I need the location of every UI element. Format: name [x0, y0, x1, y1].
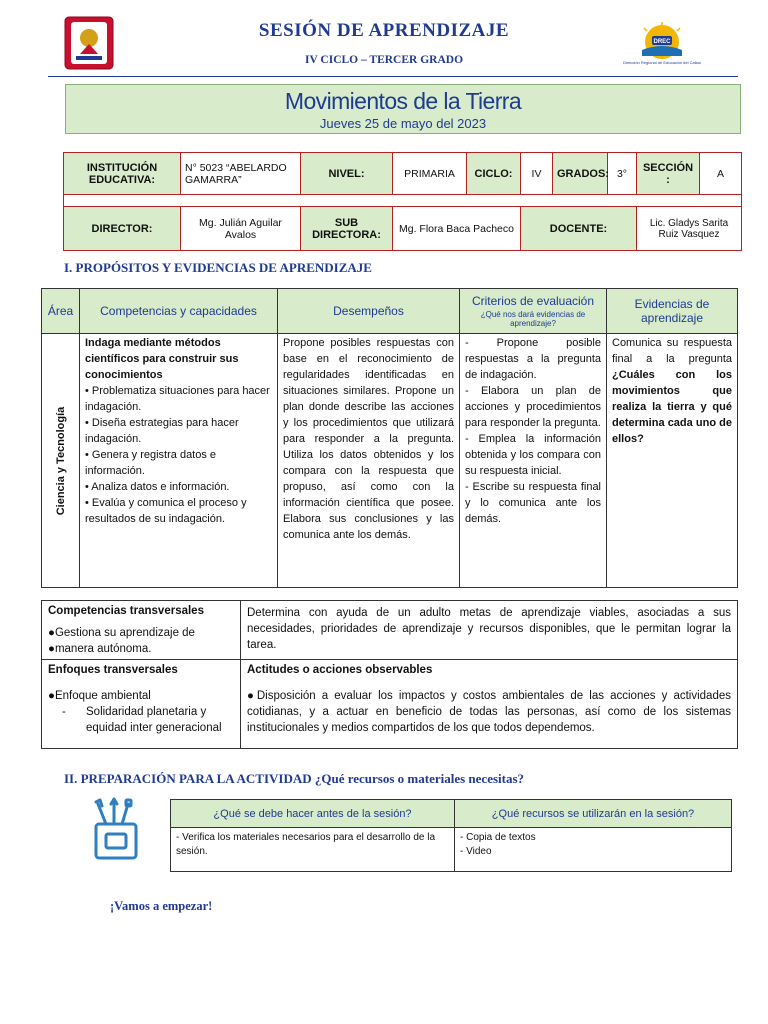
col-recursos: ¿Qué recursos se utilizarán en la sesión?: [455, 800, 732, 828]
seccion-value: A: [700, 153, 742, 195]
competencia-title: Indaga mediante métodos científicos para construir sus conocimientos: [85, 337, 239, 381]
evidencia-question: ¿Cuáles con los movimientos que realiza la tierra y qué determina cada uno de ellos?: [612, 369, 732, 445]
institution-info-table: [63, 152, 742, 251]
enfoques-label: Enfoques transversales: [48, 664, 178, 676]
enfoque-item-sub: [48, 704, 234, 736]
drec-caption: Dirección Regional de Educación del Callao: [623, 60, 701, 65]
capacidad-item: • Diseña estrategias para hacer indagación.: [85, 417, 239, 445]
comp-transversal-cell: [42, 601, 241, 660]
antes-text: - Verifica los materiales necesarios para el desarrollo de la sesión.: [171, 828, 455, 872]
recurso-item: - Copia de textos: [460, 832, 536, 843]
desempeno-cell: Propone posibles respuestas con base en el reconocimiento de regularidades identificadas en situaciones similares. Propone un plan donde describe las acciones y los procedimientos que utilizará para responder a la pregunta. Utiliza los datos obtenidos y los compara con la respuesta que propuso, así como con la información científica que posee. Elabora sus conclusiones y las comunica ante los demás.: [278, 334, 460, 588]
document-subtitle: IV CICLO – TERCER GRADO: [304, 54, 464, 66]
ciclo-value: IV: [521, 153, 553, 195]
subdirectora-value: Mg. Flora Baca Pacheco: [393, 207, 521, 251]
grados-value: 3°: [608, 153, 637, 195]
competencias-cell: [80, 334, 278, 588]
actitudes-cell: [241, 660, 738, 749]
closing-text: ¡Vamos a empezar!: [110, 899, 213, 913]
criterio-item: - Emplea la información obtenida y los compara con su respuesta inicial.: [465, 433, 601, 477]
drec-badge-text: DREC: [653, 39, 671, 45]
comp-transversal-label: Competencias transversales: [48, 605, 204, 617]
subdirectora-label: SUB DIRECTORA:: [301, 207, 393, 251]
section2-heading: II. PREPARACIÓN PARA LA ACTIVIDAD ¿Qué recursos o materiales necesitas?: [64, 771, 525, 786]
criterios-cell: [460, 334, 607, 588]
criterio-item: - Elabora un plan de acciones y procedimientos para responder la pregunta.: [465, 385, 601, 429]
director-value: Mg. Julián Aguilar Avalos: [181, 207, 301, 251]
grados-label: GRADOS:: [553, 153, 608, 195]
recursos-cell: [455, 828, 732, 872]
enfoque-item-text: Solidaridad planetaria y equidad inter generacional: [86, 706, 222, 734]
col-criterios-title: Criterios de evaluación: [471, 294, 595, 308]
institucion-label: INSTITUCIÓN EDUCATIVA:: [64, 153, 181, 195]
institucion-value: N° 5023 “ABELARDO GAMARRA”: [181, 153, 301, 195]
evidencias-cell: [607, 334, 738, 588]
session-date: Jueves 25 de mayo del 2023: [319, 116, 487, 131]
enfoque-dash: -: [62, 706, 66, 718]
comp-transversal-item: ●manera autónoma.: [48, 643, 152, 655]
evidencia-intro: Comunica su respuesta final a la pregunta: [612, 337, 732, 365]
criterio-item: - Escribe su respuesta final y lo comunica ante los demás.: [465, 481, 601, 525]
transversal-table: [41, 600, 738, 749]
purposes-table: [41, 288, 738, 588]
section1-heading: I. PROPÓSITOS Y EVIDENCIAS DE APRENDIZAJE: [64, 260, 372, 275]
session-title-box: [65, 84, 741, 134]
col-competencias: Competencias y capacidades: [80, 289, 278, 334]
director-label: DIRECTOR:: [64, 207, 181, 251]
nivel-value: PRIMARIA: [393, 153, 467, 195]
document-title: SESIÓN DE APRENDIZAJE: [258, 20, 510, 41]
col-antes: ¿Qué se debe hacer antes de la sesión?: [171, 800, 455, 828]
recurso-item: - Video: [460, 846, 492, 857]
comp-transversal-item: ●Gestiona su aprendizaje de: [48, 627, 195, 639]
capacidad-item: • Analiza datos e información.: [85, 481, 230, 493]
docente-label: DOCENTE:: [521, 207, 637, 251]
actitudes-text: ●Disposición a evaluar los impactos y costos ambientales de las acciones y actividades cotidianas, y a actuar en beneficio de todas las personas, así como de los sistemas institucionales y medios compartidos de los que todos dependemos.: [247, 690, 731, 734]
col-evidencias: Evidencias de aprendizaje: [607, 289, 738, 334]
enfoques-cell: [42, 660, 241, 749]
capacidad-item: • Problematiza situaciones para hacer indagación.: [85, 385, 270, 413]
col-criterios-subtitle: ¿Qué nos dará evidencias de aprendizaje?: [480, 310, 586, 328]
drec-logo: [623, 22, 701, 74]
preparation-table: [170, 799, 732, 872]
capacidad-item: • Genera y registra datos e información.: [85, 449, 217, 477]
info-spacer-row: [64, 195, 742, 207]
session-title: Movimientos de la Tierra: [284, 88, 522, 114]
col-criterios: [460, 289, 607, 334]
col-area: Área: [42, 289, 80, 334]
area-name: Ciencia y Tecnología: [54, 406, 67, 515]
capacidad-item: • Evalúa y comunica el proceso y resultados de su indagación.: [85, 497, 247, 525]
enfoque-item: ●Enfoque ambiental: [48, 690, 151, 702]
nivel-label: NIVEL:: [301, 153, 393, 195]
criterio-item: - Propone posible respuestas a la pregunta de indagación.: [465, 337, 601, 381]
seccion-label: SECCIÓN :: [637, 153, 700, 195]
docente-value: Lic. Gladys Sarita Ruiz Vasquez: [637, 207, 742, 251]
comp-transversal-text: Determina con ayuda de un adulto metas de aprendizaje viables, asociadas a sus necesidades, prioridades de aprendizaje y recursos disponibles, que le permitan lograr la tarea.: [241, 601, 738, 660]
actitudes-label: Actitudes o acciones observables: [247, 664, 433, 676]
col-desempenos: Desempeños: [278, 289, 460, 334]
ciclo-label: CICLO:: [467, 153, 521, 195]
pencil-cup-icon: [90, 798, 146, 862]
area-cell: [42, 334, 80, 588]
header-divider: [48, 76, 738, 77]
